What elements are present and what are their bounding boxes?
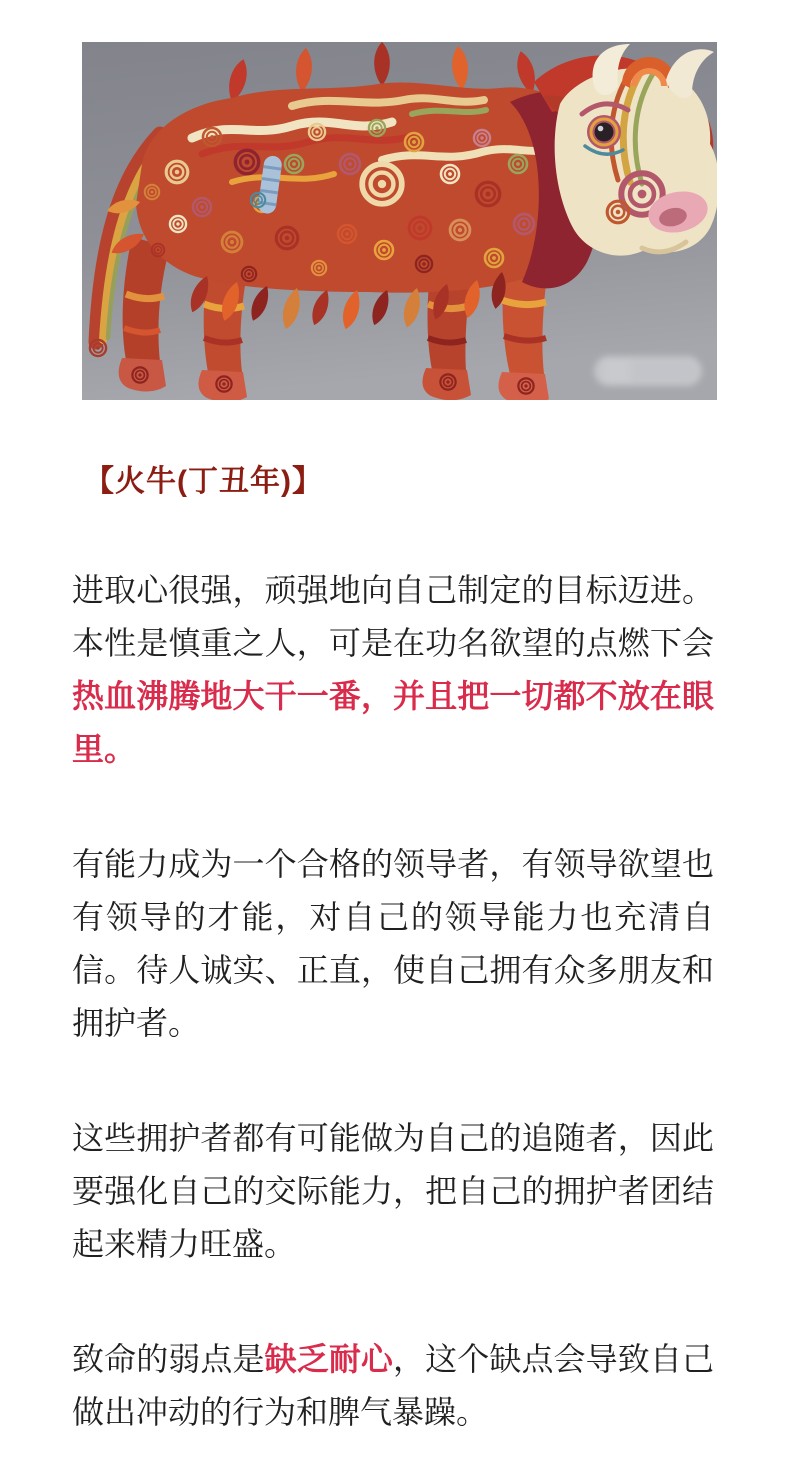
paragraph-2-text: 有能力成为一个合格的领导者，有领导欲望也有领导的才能，对自己的领导能力也充清自信。待人诚实、正直，使自己拥有众多朋友和拥护者。	[72, 846, 714, 1041]
article-body	[72, 564, 714, 1439]
paragraph-2	[72, 838, 714, 1050]
paragraph-4-text: 致命的弱点是	[72, 1341, 265, 1377]
image-watermark	[594, 356, 702, 386]
paragraph-1	[72, 564, 714, 776]
paragraph-1-text: 进取心很强，顽强地向自己制定的目标迈进。本性是慎重之人，可是在功名欲望的点燃下会	[72, 572, 714, 661]
paragraph-4-highlight: 缺乏耐心	[264, 1341, 394, 1377]
paragraph-4-text-tail: ，这个缺点会导致自己做出冲动的行为和脾气暴躁。	[72, 1341, 714, 1430]
paragraph-3	[72, 1112, 714, 1271]
ox-artwork-image	[82, 42, 717, 400]
paragraph-4	[72, 1333, 714, 1439]
paragraph-3-text: 这些拥护者都有可能做为自己的追随者，因此要强化自己的交际能力，把自己的拥护者团结起来精力旺盛。	[72, 1120, 714, 1262]
paragraph-1-highlight: 热血沸腾地大干一番，并且把一切都不放在眼里。	[72, 678, 714, 767]
hero-image	[82, 42, 717, 400]
page-title: 【火牛(丁丑年)】	[84, 465, 323, 498]
